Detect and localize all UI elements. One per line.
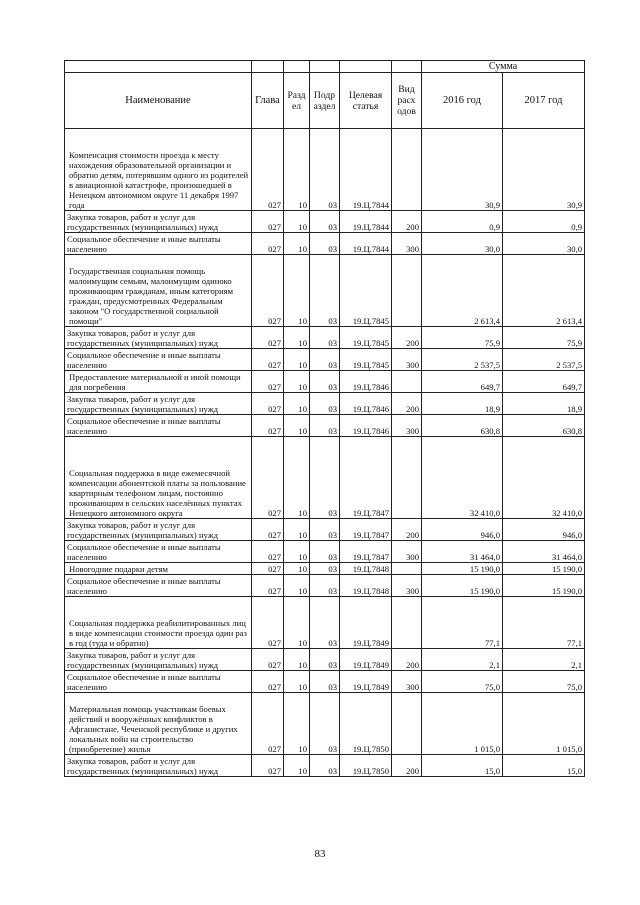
row-glava-cell: 027 [252,327,284,349]
row-sum-2017-cell: 2 537,5 [503,349,585,371]
table-row [65,519,585,541]
table-row [65,649,585,671]
row-sum-2016-cell: 630,8 [422,415,503,437]
budget-table-sheet [64,60,584,777]
row-vid-rashodov-cell: 300 [392,575,422,597]
header-summa: Сумма [422,61,585,73]
table-row [65,255,585,327]
header-tselevaya-statya: Целевая статья [340,73,392,129]
table-body [65,129,585,777]
row-podrazdel-cell: 03 [310,541,340,563]
row-sum-2016-cell: 2 537,5 [422,349,503,371]
row-vid-rashodov-cell: 200 [392,649,422,671]
row-vid-rashodov-cell: 200 [392,519,422,541]
row-sum-2017-cell: 30,9 [503,129,585,211]
row-podrazdel-cell: 03 [310,563,340,575]
row-sum-2017-cell: 649,7 [503,371,585,393]
row-sum-2017-cell: 30,0 [503,233,585,255]
header-podrazdel: Подр аздел [310,73,340,129]
row-vid-rashodov-cell: 300 [392,233,422,255]
row-razdel-cell: 10 [284,393,310,415]
row-podrazdel-cell: 03 [310,437,340,519]
row-glava-cell: 027 [252,349,284,371]
row-name-cell: Новогодние подарки детям [65,563,252,575]
row-razdel-cell: 10 [284,563,310,575]
table-row [65,755,585,777]
row-sum-2016-cell: 946,0 [422,519,503,541]
row-name-cell: Государственная социальная помощь малоимущим семьям, малоимущим одиноко проживающим гражданам, иным категориям граждан, предусмотренных Федеральным законом "О государственной социальной помощи" [65,255,252,327]
row-tselevaya-statya-cell: 19.Ц.7845 [340,255,392,327]
row-sum-2017-cell: 15 190,0 [503,575,585,597]
row-sum-2017-cell: 75,9 [503,327,585,349]
row-sum-2017-cell: 15,0 [503,755,585,777]
row-name-cell: Социальное обеспечение и иные выплаты населению [65,349,252,371]
row-razdel-cell: 10 [284,371,310,393]
row-sum-2017-cell: 77,1 [503,597,585,649]
row-sum-2017-cell: 2 613,4 [503,255,585,327]
row-sum-2016-cell: 30,9 [422,129,503,211]
row-tselevaya-statya-cell: 19.Ц.7849 [340,649,392,671]
row-sum-2017-cell: 15 190,0 [503,563,585,575]
row-razdel-cell: 10 [284,233,310,255]
row-sum-2016-cell: 1 015,0 [422,693,503,755]
row-sum-2017-cell: 1 015,0 [503,693,585,755]
header-row-main [65,73,585,129]
row-vid-rashodov-cell: 200 [392,393,422,415]
table-header [65,61,585,129]
row-podrazdel-cell: 03 [310,255,340,327]
row-vid-rashodov-cell [392,563,422,575]
row-vid-rashodov-cell: 200 [392,327,422,349]
header-name: Наименование [65,73,252,129]
row-name-cell: Материальная помощь участникам боевых действий и вооружённых конфликтов в Афганистане, Чеченской республике и других локальных войн на строительство (приобретение) жилья [65,693,252,755]
header-glava: Глава [252,73,284,129]
row-tselevaya-statya-cell: 19.Ц.7844 [340,233,392,255]
row-vid-rashodov-cell: 200 [392,755,422,777]
row-razdel-cell: 10 [284,255,310,327]
row-name-cell: Социальное обеспечение и иные выплаты населению [65,233,252,255]
row-tselevaya-statya-cell: 19.Ц.7845 [340,349,392,371]
row-name-cell: Закупка товаров, работ и услуг для государственных (муниципальных) нужд [65,649,252,671]
header-empty-cell [65,61,252,73]
row-tselevaya-statya-cell: 19.Ц.7848 [340,575,392,597]
row-podrazdel-cell: 03 [310,597,340,649]
row-podrazdel-cell: 03 [310,211,340,233]
row-glava-cell: 027 [252,519,284,541]
table-row [65,371,585,393]
row-razdel-cell: 10 [284,415,310,437]
table-row [65,233,585,255]
row-vid-rashodov-cell [392,597,422,649]
row-vid-rashodov-cell [392,437,422,519]
header-row-top [65,61,585,73]
row-vid-rashodov-cell: 200 [392,211,422,233]
row-sum-2017-cell: 2,1 [503,649,585,671]
row-glava-cell: 027 [252,671,284,693]
row-sum-2017-cell: 18,9 [503,393,585,415]
row-tselevaya-statya-cell: 19.Ц.7844 [340,211,392,233]
row-podrazdel-cell: 03 [310,371,340,393]
table-row [65,129,585,211]
table-row [65,541,585,563]
table-row [65,349,585,371]
row-name-cell: Закупка товаров, работ и услуг для государственных (муниципальных) нужд [65,327,252,349]
row-razdel-cell: 10 [284,649,310,671]
table-row [65,437,585,519]
row-glava-cell: 027 [252,755,284,777]
row-sum-2017-cell: 31 464,0 [503,541,585,563]
row-sum-2016-cell: 15,0 [422,755,503,777]
header-year-2017: 2017 год [503,73,585,129]
row-glava-cell: 027 [252,233,284,255]
row-vid-rashodov-cell: 300 [392,541,422,563]
row-tselevaya-statya-cell: 19.Ц.7850 [340,693,392,755]
row-podrazdel-cell: 03 [310,693,340,755]
row-name-cell: Закупка товаров, работ и услуг для государственных (муниципальных) нужд [65,211,252,233]
row-podrazdel-cell: 03 [310,575,340,597]
row-razdel-cell: 10 [284,211,310,233]
row-vid-rashodov-cell [392,371,422,393]
row-sum-2016-cell: 77,1 [422,597,503,649]
row-glava-cell: 027 [252,541,284,563]
row-sum-2016-cell: 18,9 [422,393,503,415]
row-tselevaya-statya-cell: 19.Ц.7848 [340,563,392,575]
header-razdel: Разд ел [284,73,310,129]
row-razdel-cell: 10 [284,519,310,541]
row-sum-2016-cell: 2,1 [422,649,503,671]
row-vid-rashodov-cell [392,255,422,327]
row-glava-cell: 027 [252,211,284,233]
row-podrazdel-cell: 03 [310,129,340,211]
row-podrazdel-cell: 03 [310,233,340,255]
row-glava-cell: 027 [252,415,284,437]
row-tselevaya-statya-cell: 19.Ц.7847 [340,437,392,519]
table-row [65,415,585,437]
row-tselevaya-statya-cell: 19.Ц.7849 [340,597,392,649]
row-sum-2016-cell: 75,0 [422,671,503,693]
row-podrazdel-cell: 03 [310,349,340,371]
table-row [65,597,585,649]
table-row [65,575,585,597]
row-tselevaya-statya-cell: 19.Ц.7846 [340,393,392,415]
row-vid-rashodov-cell: 300 [392,671,422,693]
row-sum-2016-cell: 649,7 [422,371,503,393]
row-sum-2016-cell: 32 410,0 [422,437,503,519]
table-row [65,671,585,693]
row-sum-2017-cell: 946,0 [503,519,585,541]
header-empty-cell [392,61,422,73]
row-razdel-cell: 10 [284,437,310,519]
row-tselevaya-statya-cell: 19.Ц.7847 [340,519,392,541]
row-tselevaya-statya-cell: 19.Ц.7846 [340,371,392,393]
row-podrazdel-cell: 03 [310,327,340,349]
row-podrazdel-cell: 03 [310,755,340,777]
row-razdel-cell: 10 [284,755,310,777]
row-glava-cell: 027 [252,255,284,327]
row-name-cell: Социальное обеспечение и иные выплаты населению [65,671,252,693]
row-razdel-cell: 10 [284,671,310,693]
budget-table [64,60,585,777]
row-glava-cell: 027 [252,437,284,519]
row-sum-2016-cell: 2 613,4 [422,255,503,327]
table-row [65,693,585,755]
row-name-cell: Социальная поддержка реабилитированных лиц в виде компенсации стоимости проезда один раз в год (туда и обратно) [65,597,252,649]
row-name-cell: Закупка товаров, работ и услуг для государственных (муниципальных) нужд [65,393,252,415]
table-row [65,327,585,349]
row-sum-2017-cell: 75,0 [503,671,585,693]
row-razdel-cell: 10 [284,693,310,755]
row-sum-2016-cell: 0,9 [422,211,503,233]
row-sum-2017-cell: 0,9 [503,211,585,233]
page-number: 83 [314,848,326,860]
row-vid-rashodov-cell: 300 [392,415,422,437]
row-podrazdel-cell: 03 [310,671,340,693]
row-tselevaya-statya-cell: 19.Ц.7847 [340,541,392,563]
header-empty-cell [340,61,392,73]
row-podrazdel-cell: 03 [310,415,340,437]
row-tselevaya-statya-cell: 19.Ц.7844 [340,129,392,211]
row-name-cell: Закупка товаров, работ и услуг для государственных (муниципальных) нужд [65,519,252,541]
row-razdel-cell: 10 [284,327,310,349]
row-razdel-cell: 10 [284,597,310,649]
row-glava-cell: 027 [252,371,284,393]
table-row [65,211,585,233]
row-sum-2016-cell: 15 190,0 [422,563,503,575]
row-tselevaya-statya-cell: 19.Ц.7850 [340,755,392,777]
row-glava-cell: 027 [252,393,284,415]
row-sum-2017-cell: 32 410,0 [503,437,585,519]
row-podrazdel-cell: 03 [310,519,340,541]
header-vid-rashodov: Вид расх одов [392,73,422,129]
header-empty-cell [252,61,284,73]
row-razdel-cell: 10 [284,129,310,211]
row-name-cell: Компенсация стоимости проезда к месту нахождения образовательной организации и обратно детям, потерявшим одного из родителей в авиационной катастрофе, произошедшей в Ненецком автономном округе 11 декабря 1997 года [65,129,252,211]
table-row [65,393,585,415]
row-glava-cell: 027 [252,563,284,575]
header-year-2016: 2016 год [422,73,503,129]
header-empty-cell [310,61,340,73]
row-razdel-cell: 10 [284,575,310,597]
row-sum-2016-cell: 15 190,0 [422,575,503,597]
row-sum-2016-cell: 31 464,0 [422,541,503,563]
row-razdel-cell: 10 [284,349,310,371]
row-name-cell: Социальное обеспечение и иные выплаты населению [65,415,252,437]
row-podrazdel-cell: 03 [310,393,340,415]
row-tselevaya-statya-cell: 19.Ц.7846 [340,415,392,437]
row-vid-rashodov-cell [392,693,422,755]
row-glava-cell: 027 [252,693,284,755]
row-razdel-cell: 10 [284,541,310,563]
row-name-cell: Закупка товаров, работ и услуг для государственных (муниципальных) нужд [65,755,252,777]
row-glava-cell: 027 [252,129,284,211]
table-row [65,563,585,575]
row-name-cell: Предоставление материальной и иной помощи для погребения [65,371,252,393]
row-sum-2016-cell: 30,0 [422,233,503,255]
row-glava-cell: 027 [252,575,284,597]
row-vid-rashodov-cell [392,129,422,211]
row-sum-2017-cell: 630,8 [503,415,585,437]
row-tselevaya-statya-cell: 19.Ц.7845 [340,327,392,349]
row-sum-2016-cell: 75,9 [422,327,503,349]
row-podrazdel-cell: 03 [310,649,340,671]
row-glava-cell: 027 [252,597,284,649]
row-vid-rashodov-cell: 300 [392,349,422,371]
row-name-cell: Социальная поддержка в виде ежемесячной компенсации абонентской платы за пользование квартирным телефоном лицам, постоянно проживающим в сельских населённых пунктах Ненецкого автономного округа [65,437,252,519]
row-name-cell: Социальное обеспечение и иные выплаты населению [65,541,252,563]
row-name-cell: Социальное обеспечение и иные выплаты населению [65,575,252,597]
row-tselevaya-statya-cell: 19.Ц.7849 [340,671,392,693]
row-glava-cell: 027 [252,649,284,671]
header-empty-cell [284,61,310,73]
